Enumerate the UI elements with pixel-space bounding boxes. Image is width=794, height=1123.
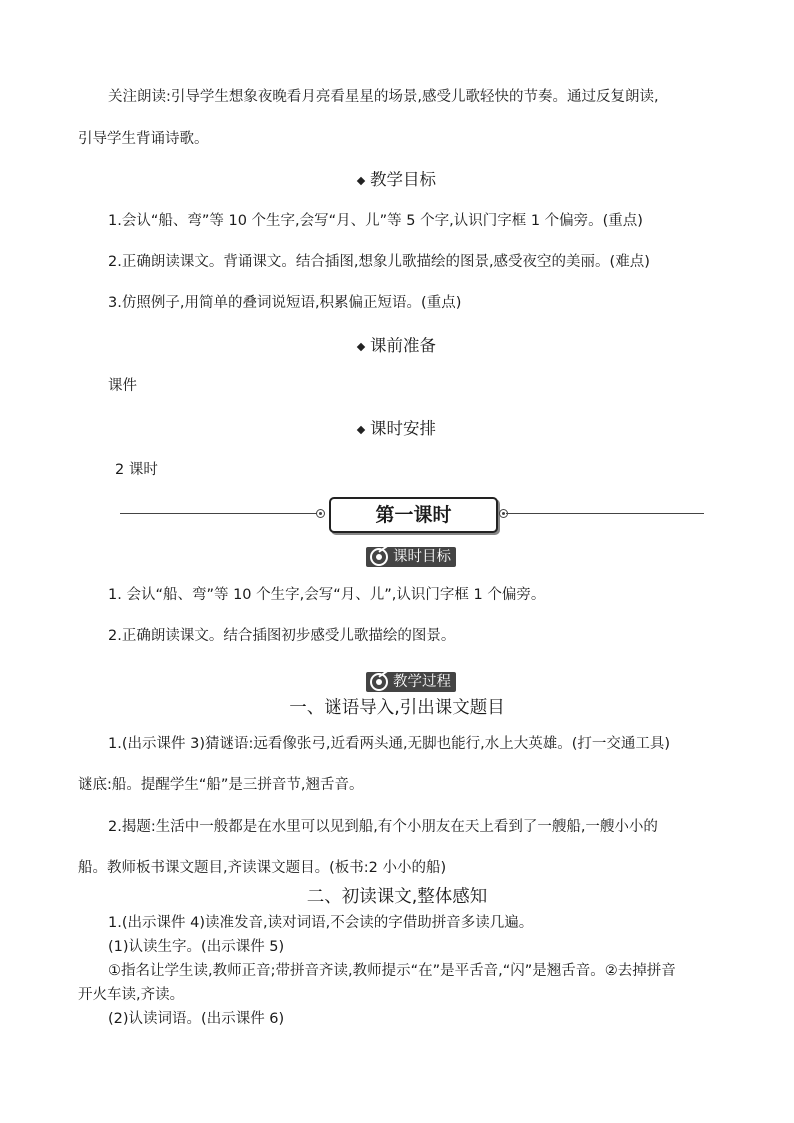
lesson-title-box [329, 497, 498, 533]
part1-p2-line1: 2.揭题:生活中一般都是在水里可以见到船,有个小朋友在天上看到了一艘船,一艘小小的 [108, 819, 658, 835]
schedule-heading: 课时安排 [0, 419, 794, 439]
part2-heading: 二、初读课文,整体感知 [306, 887, 488, 907]
goal-item-2: 2.正确朗读课文。背诵课文。结合插图,想象儿歌描绘的图景,感受夜空的美丽。(难点) [108, 254, 650, 270]
objectives-badge: 课时目标 [366, 547, 456, 567]
part2-line5: (2)认读词语。(出示课件 6) [108, 1011, 285, 1027]
part1-p1-line2: 谜底:船。提醒学生“船”是三拼音节,翘舌音。 [78, 777, 364, 793]
objective-1: 1. 会认“船、弯”等 10 个生字,会写“月、儿”,认识门字框 1 个偏旁。 [108, 587, 546, 603]
divider-left [120, 513, 320, 514]
part2-line4: 开火车读,齐读。 [78, 987, 185, 1003]
diamond-bullet-icon [357, 177, 365, 185]
part2-line2: (1)认读生字。(出示课件 5) [108, 939, 285, 955]
intro-line-1: 关注朗读:引导学生想象夜晚看月亮看星星的场景,感受儿歌轻快的节奏。通过反复朗读, [108, 89, 659, 105]
intro-line-2: 引导学生背诵诗歌。 [78, 131, 209, 147]
objective-2: 2.正确朗读课文。结合插图初步感受儿歌描绘的图景。 [108, 628, 456, 644]
divider-right [506, 513, 704, 514]
diamond-bullet-icon [357, 343, 365, 351]
part2-line3: ①指名让学生读,教师正音;带拼音齐读,教师提示“在”是平舌音,“闪”是翘舌音。②去掉拼音 [108, 963, 676, 979]
goals-heading: 教学目标 [0, 170, 794, 190]
lesson-title: 第一课时 [375, 504, 452, 526]
part2-line1: 1.(出示课件 4)读准发音,读对词语,不会读的字借助拼音多读几遍。 [108, 915, 534, 931]
goal-item-1: 1.会认“船、弯”等 10 个生字,会写“月、儿”等 5 个字,认识门字框 1 个偏旁。(重点) [108, 213, 643, 229]
diamond-bullet-icon [357, 426, 365, 434]
part1-heading: 一、谜语导入,引出课文题目 [289, 698, 505, 718]
goal-item-3: 3.仿照例子,用简单的叠词说短语,积累偏正短语。(重点) [108, 295, 462, 311]
prep-text: 课件 [108, 378, 137, 394]
schedule-text: 2 课时 [115, 462, 158, 478]
prep-heading: 课前准备 [0, 336, 794, 356]
part1-p1-line1: 1.(出示课件 3)猜谜语:远看像张弓,近看两头通,无脚也能行,水上大英雄。(打一交通工具) [108, 736, 671, 752]
part1-p2-line2: 船。教师板书课文题目,齐读课文题目。(板书:2 小小的船) [78, 860, 447, 876]
process-badge: 教学过程 [366, 672, 456, 692]
divider-dot-left-icon [316, 509, 325, 518]
